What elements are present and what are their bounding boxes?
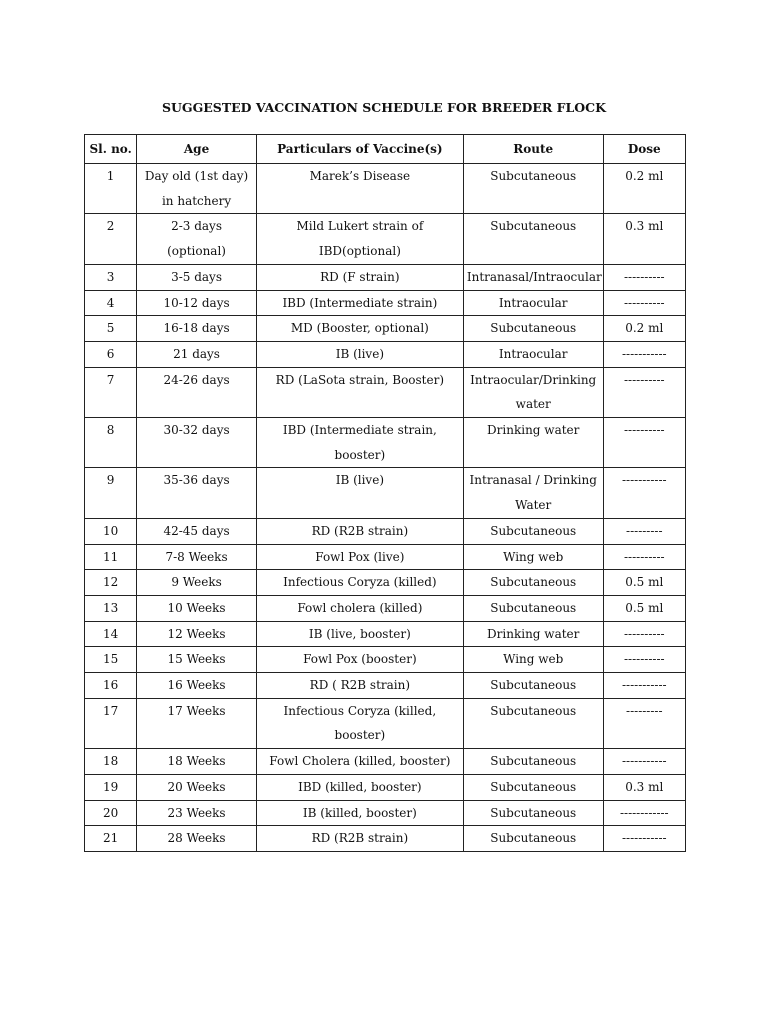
- table-row: [85, 418, 686, 468]
- cell-age: 23 Weeks: [137, 800, 257, 826]
- cell-dose: ------------: [603, 800, 685, 826]
- cell-age: 42-45 days: [137, 518, 257, 544]
- table-row: [85, 468, 686, 518]
- cell-route: Subcutaneous: [463, 749, 603, 775]
- cell-route: Subcutaneous: [463, 316, 603, 342]
- cell-age: Day old (1st day) in hatchery: [137, 164, 257, 214]
- cell-age: 12 Weeks: [137, 621, 257, 647]
- table-row: [85, 647, 686, 673]
- table-header-row: [85, 135, 686, 164]
- cell-route: Intranasal/Intraocular: [463, 264, 603, 290]
- cell-vaccine: Marek’s Disease: [256, 164, 463, 214]
- cell-vaccine: MD (Booster, optional): [256, 316, 463, 342]
- cell-dose: ----------: [603, 290, 685, 316]
- cell-dose: 0.5 ml: [603, 570, 685, 596]
- cell-sl-no: 10: [85, 518, 137, 544]
- cell-dose: -----------: [603, 826, 685, 852]
- cell-sl-no: 17: [85, 698, 137, 748]
- cell-vaccine: IBD (Intermediate strain): [256, 290, 463, 316]
- cell-dose: -----------: [603, 749, 685, 775]
- table-body: [85, 164, 686, 852]
- table-row: [85, 518, 686, 544]
- cell-vaccine: IB (killed, booster): [256, 800, 463, 826]
- cell-vaccine: Fowl Pox (live): [256, 544, 463, 570]
- table-row: [85, 264, 686, 290]
- table-row: [85, 621, 686, 647]
- cell-dose: ---------: [603, 698, 685, 748]
- cell-route: Intraocular: [463, 290, 603, 316]
- cell-route: Subcutaneous: [463, 774, 603, 800]
- cell-sl-no: 5: [85, 316, 137, 342]
- cell-age: 35-36 days: [137, 468, 257, 518]
- cell-sl-no: 15: [85, 647, 137, 673]
- table-row: [85, 367, 686, 417]
- cell-dose: ----------: [603, 264, 685, 290]
- cell-vaccine: Infectious Coryza (killed): [256, 570, 463, 596]
- cell-route: Intraocular: [463, 341, 603, 367]
- cell-route: Intranasal / Drinking Water: [463, 468, 603, 518]
- cell-dose: ----------: [603, 367, 685, 417]
- cell-sl-no: 11: [85, 544, 137, 570]
- cell-sl-no: 9: [85, 468, 137, 518]
- cell-dose: 0.3 ml: [603, 214, 685, 264]
- cell-vaccine: Fowl cholera (killed): [256, 595, 463, 621]
- cell-route: Subcutaneous: [463, 518, 603, 544]
- cell-route: Drinking water: [463, 418, 603, 468]
- cell-route: Subcutaneous: [463, 698, 603, 748]
- cell-vaccine: Fowl Pox (booster): [256, 647, 463, 673]
- cell-route: Intraocular/Drinking water: [463, 367, 603, 417]
- table-row: [85, 341, 686, 367]
- table-row: [85, 290, 686, 316]
- table-row: [85, 570, 686, 596]
- cell-age: 21 days: [137, 341, 257, 367]
- header-particulars: Particulars of Vaccine(s): [256, 135, 463, 164]
- table-row: [85, 595, 686, 621]
- cell-vaccine: Mild Lukert strain of IBD(optional): [256, 214, 463, 264]
- table-row: [85, 214, 686, 264]
- cell-vaccine: RD (R2B strain): [256, 826, 463, 852]
- header-dose: Dose: [603, 135, 685, 164]
- table-row: [85, 544, 686, 570]
- cell-vaccine: IB (live, booster): [256, 621, 463, 647]
- cell-age: 28 Weeks: [137, 826, 257, 852]
- cell-age: 15 Weeks: [137, 647, 257, 673]
- cell-sl-no: 4: [85, 290, 137, 316]
- table-row: [85, 800, 686, 826]
- cell-dose: 0.5 ml: [603, 595, 685, 621]
- cell-vaccine: RD (LaSota strain, Booster): [256, 367, 463, 417]
- cell-age: 16 Weeks: [137, 673, 257, 699]
- cell-dose: -----------: [603, 341, 685, 367]
- cell-route: Subcutaneous: [463, 214, 603, 264]
- table-row: [85, 749, 686, 775]
- cell-age: 24-26 days: [137, 367, 257, 417]
- cell-dose: ----------: [603, 418, 685, 468]
- table-row: [85, 774, 686, 800]
- cell-vaccine: RD (F strain): [256, 264, 463, 290]
- cell-sl-no: 6: [85, 341, 137, 367]
- cell-dose: ----------: [603, 621, 685, 647]
- cell-vaccine: IBD (Intermediate strain, booster): [256, 418, 463, 468]
- cell-dose: ----------: [603, 544, 685, 570]
- cell-sl-no: 7: [85, 367, 137, 417]
- cell-route: Subcutaneous: [463, 164, 603, 214]
- cell-route: Wing web: [463, 544, 603, 570]
- vaccination-schedule-table: [84, 134, 686, 852]
- cell-vaccine: Infectious Coryza (killed, booster): [256, 698, 463, 748]
- cell-age: 30-32 days: [137, 418, 257, 468]
- cell-sl-no: 14: [85, 621, 137, 647]
- header-age: Age: [137, 135, 257, 164]
- cell-route: Subcutaneous: [463, 673, 603, 699]
- cell-sl-no: 1: [85, 164, 137, 214]
- cell-sl-no: 19: [85, 774, 137, 800]
- header-sl-no: Sl. no.: [85, 135, 137, 164]
- cell-route: Subcutaneous: [463, 800, 603, 826]
- cell-sl-no: 2: [85, 214, 137, 264]
- cell-age: 20 Weeks: [137, 774, 257, 800]
- table-row: [85, 164, 686, 214]
- cell-age: 17 Weeks: [137, 698, 257, 748]
- cell-sl-no: 16: [85, 673, 137, 699]
- cell-age: 16-18 days: [137, 316, 257, 342]
- cell-sl-no: 8: [85, 418, 137, 468]
- cell-vaccine: IBD (killed, booster): [256, 774, 463, 800]
- table-row: [85, 698, 686, 748]
- cell-age: 10-12 days: [137, 290, 257, 316]
- cell-sl-no: 18: [85, 749, 137, 775]
- cell-dose: ---------: [603, 518, 685, 544]
- cell-dose: -----------: [603, 673, 685, 699]
- cell-sl-no: 20: [85, 800, 137, 826]
- cell-vaccine: IB (live): [256, 341, 463, 367]
- cell-age: 2-3 days (optional): [137, 214, 257, 264]
- document-title: SUGGESTED VACCINATION SCHEDULE FOR BREEDER FLOCK: [162, 100, 606, 115]
- cell-vaccine: RD ( R2B strain): [256, 673, 463, 699]
- cell-age: 7-8 Weeks: [137, 544, 257, 570]
- table-row: [85, 673, 686, 699]
- cell-dose: 0.3 ml: [603, 774, 685, 800]
- cell-dose: 0.2 ml: [603, 316, 685, 342]
- cell-dose: -----------: [603, 468, 685, 518]
- table-row: [85, 316, 686, 342]
- cell-vaccine: RD (R2B strain): [256, 518, 463, 544]
- header-route: Route: [463, 135, 603, 164]
- cell-age: 10 Weeks: [137, 595, 257, 621]
- cell-sl-no: 21: [85, 826, 137, 852]
- cell-age: 18 Weeks: [137, 749, 257, 775]
- table-row: [85, 826, 686, 852]
- cell-route: Subcutaneous: [463, 570, 603, 596]
- cell-vaccine: Fowl Cholera (killed, booster): [256, 749, 463, 775]
- cell-sl-no: 12: [85, 570, 137, 596]
- cell-route: Subcutaneous: [463, 595, 603, 621]
- cell-age: 9 Weeks: [137, 570, 257, 596]
- cell-dose: ----------: [603, 647, 685, 673]
- cell-dose: 0.2 ml: [603, 164, 685, 214]
- cell-route: Drinking water: [463, 621, 603, 647]
- cell-vaccine: IB (live): [256, 468, 463, 518]
- cell-route: Wing web: [463, 647, 603, 673]
- cell-sl-no: 13: [85, 595, 137, 621]
- cell-age: 3-5 days: [137, 264, 257, 290]
- cell-sl-no: 3: [85, 264, 137, 290]
- cell-route: Subcutaneous: [463, 826, 603, 852]
